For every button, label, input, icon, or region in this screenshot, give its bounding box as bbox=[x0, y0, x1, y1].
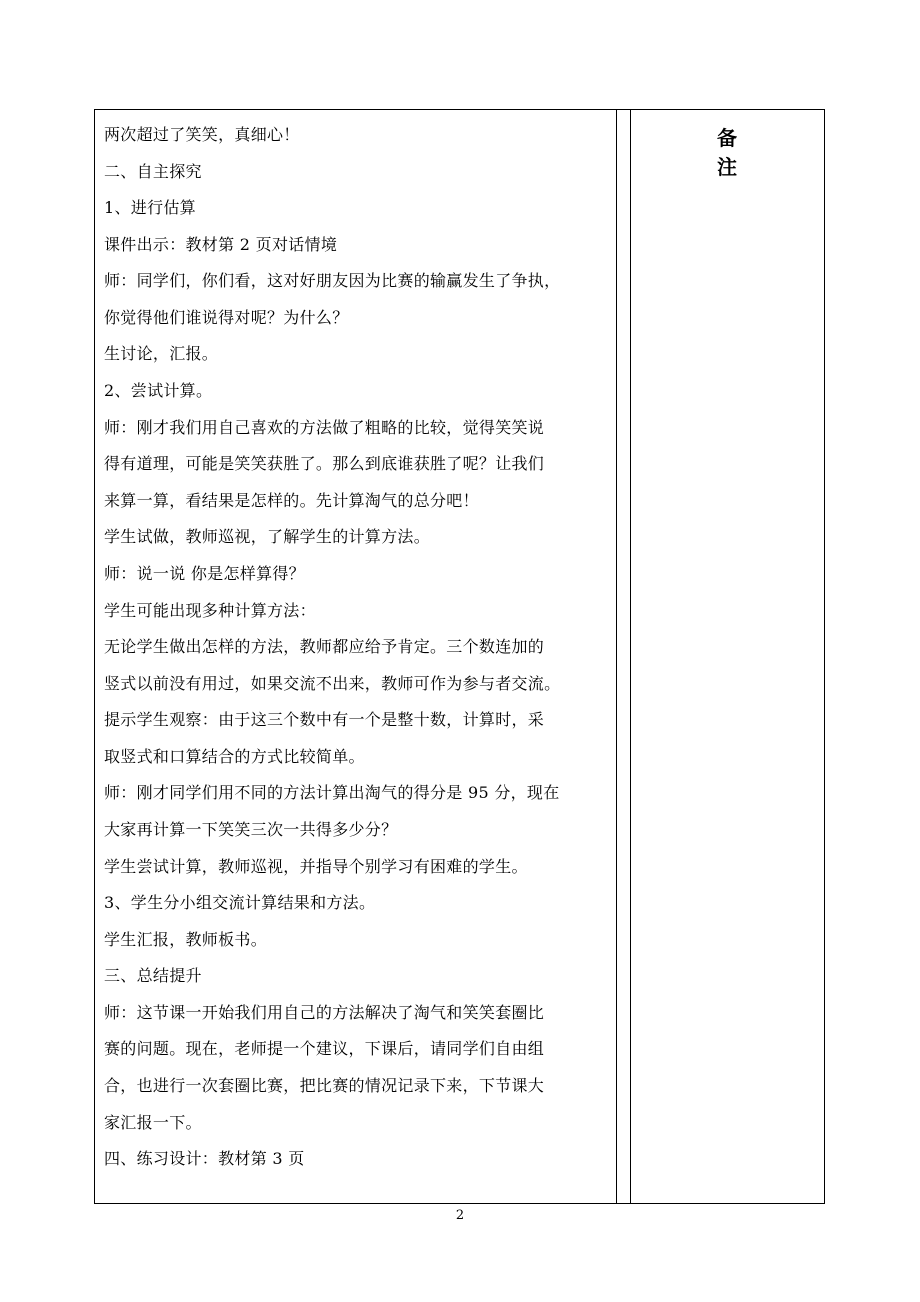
text-line: 提示学生观察：由于这三个数中有一个是整十数，计算时，采 bbox=[104, 710, 545, 730]
double-border-line bbox=[630, 110, 631, 1203]
text-line: 竖式以前没有用过，如果交流不出来，教师可作为参与者交流。 bbox=[104, 673, 561, 693]
notes-header: 备 注 bbox=[717, 126, 825, 179]
text-line: 3、学生分小组交流计算结果和方法。 bbox=[104, 893, 376, 913]
text-line: 两次超过了笑笑，真细心！ bbox=[104, 125, 300, 144]
text-line: 学生试做，教师巡视，了解学生的计算方法。 bbox=[104, 527, 431, 547]
text-line: 师：说一说 你是怎样算得？ bbox=[104, 563, 305, 583]
page-number: 2 bbox=[455, 1208, 465, 1223]
text-line: 1、进行估算 bbox=[104, 198, 196, 218]
text-line: 无论学生做出怎样的方法，教师都应给予肯定。三个数连加的 bbox=[104, 637, 545, 657]
lesson-text-lines bbox=[104, 117, 614, 1178]
text-line: 师：刚才同学们用不同的方法计算出淘气的得分是 95 分，现在 bbox=[104, 783, 560, 803]
text-line: 四、练习设计：教材第 3 页 bbox=[104, 1149, 305, 1169]
text-line: 赛的问题。现在，老师提一个建议，下课后，请同学们自由组 bbox=[104, 1039, 545, 1059]
text-line: 来算一算，看结果是怎样的。先计算淘气的总分吧！ bbox=[104, 490, 479, 510]
text-line: 得有道理，可能是笑笑获胜了。那么到底谁获胜了呢？让我们 bbox=[104, 454, 545, 474]
text-line: 师：刚才我们用自己喜欢的方法做了粗略的比较，觉得笑笑说 bbox=[104, 417, 545, 437]
lesson-plan-table bbox=[94, 109, 825, 1204]
text-line: 学生汇报，教师板书。 bbox=[104, 929, 268, 949]
text-line: 学生可能出现多种计算方法： bbox=[104, 600, 316, 620]
text-line: 2、尝试计算。 bbox=[104, 381, 213, 401]
text-line: 二、自主探究 bbox=[104, 161, 202, 181]
text-line: 三、总结提升 bbox=[104, 966, 202, 986]
text-line: 合，也进行一次套圈比赛，把比赛的情况记录下来，下节课大 bbox=[104, 1076, 545, 1096]
text-line: 师：这节课一开始我们用自己的方法解决了淘气和笑笑套圈比 bbox=[104, 1002, 545, 1022]
text-line: 生讨论，汇报。 bbox=[104, 344, 219, 364]
text-line: 学生尝试计算，教师巡视，并指导个别学习有困难的学生。 bbox=[104, 856, 528, 876]
text-line: 你觉得他们谁说得对呢？为什么？ bbox=[104, 307, 349, 327]
lesson-content-cell bbox=[95, 110, 617, 1203]
text-line: 课件出示：教材第 2 页对话情境 bbox=[104, 234, 338, 254]
text-line: 师：同学们，你们看，这对好朋友因为比赛的输赢发生了争执， bbox=[104, 271, 561, 291]
text-line: 取竖式和口算结合的方式比较简单。 bbox=[104, 746, 365, 766]
text-line: 家汇报一下。 bbox=[104, 1112, 202, 1132]
text-line: 大家再计算一下笑笑三次一共得多少分？ bbox=[104, 819, 398, 839]
